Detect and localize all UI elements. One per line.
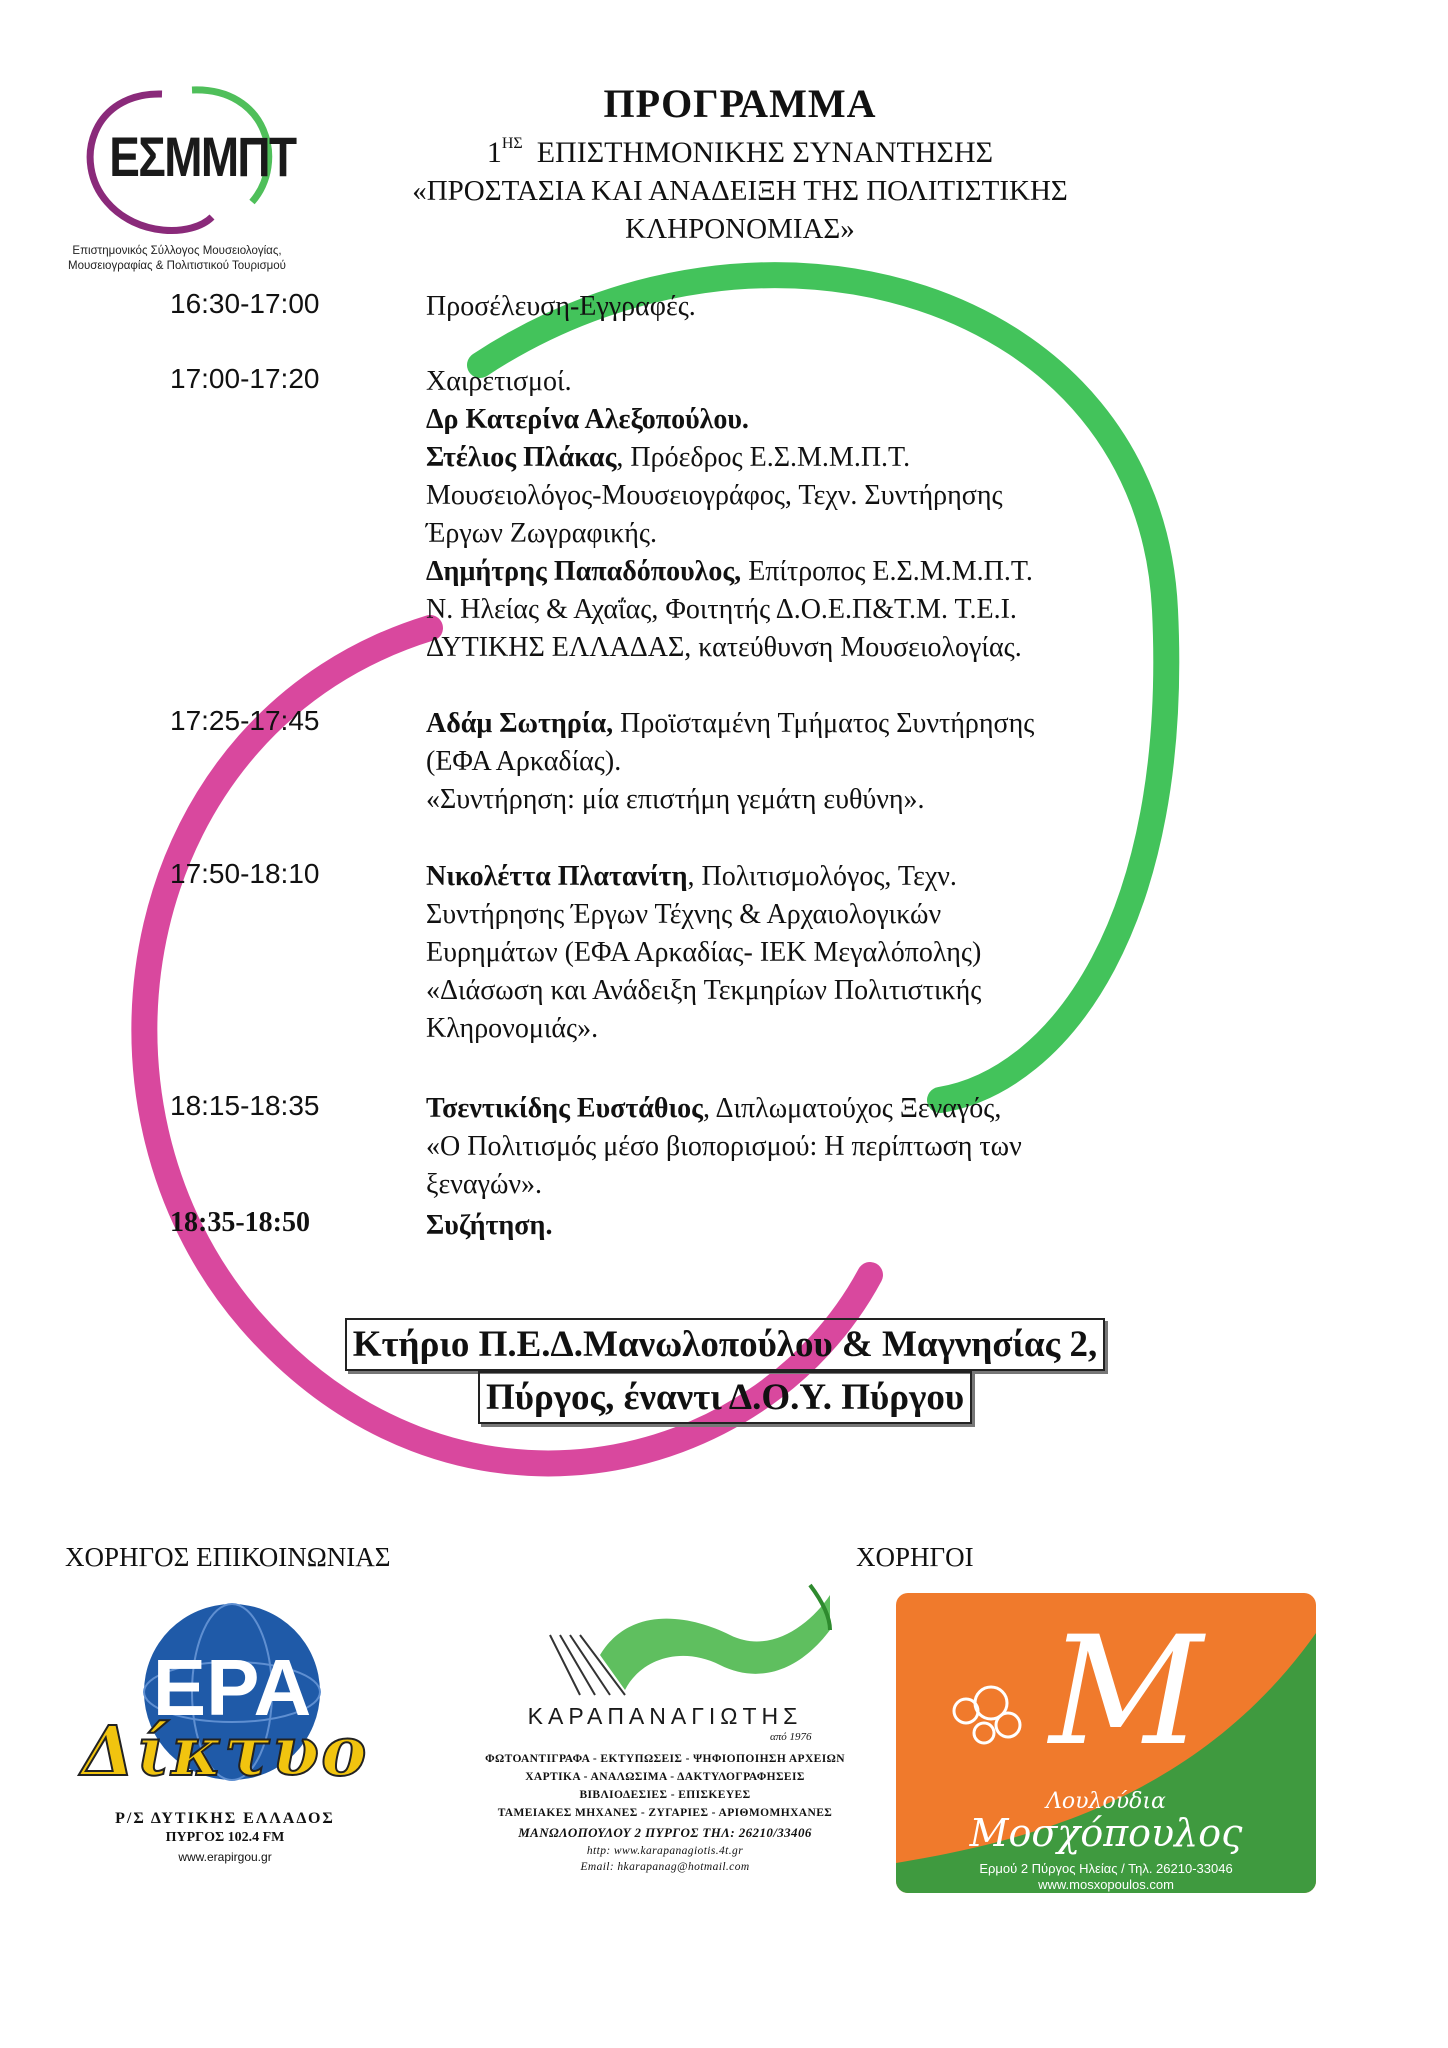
mosxopoulos-logo <box>896 1593 1316 1893</box>
subtitle-text: ΕΠΙΣΤΗΜΟΝΙΚΗΣ ΣΥΝΑΝΤΗΣΗΣ <box>536 136 994 169</box>
schedule-line <box>426 1207 1206 1245</box>
karapanagiotis-services-3: ΒΙΒΛΙΟΔΕΣΙΕΣ - ΕΠΙΣΚΕΥΕΣ <box>579 1789 751 1801</box>
schedule-time: 18:35-18:50 <box>170 1207 310 1238</box>
era-city: ΠΥΡΓΟΣ 102.4 FM <box>165 1830 285 1845</box>
schedule-line-text: «Συντήρηση: μία επιστήμη γεμάτη ευθύνη». <box>426 784 925 815</box>
schedule-line <box>426 363 1206 401</box>
karapanagiotis-services-4: ΤΑΜΕΙΑΚΕΣ ΜΗΧΑΝΕΣ - ΖΥΓΑΡΙΕΣ - ΑΡΙΘΜΟΜΗΧΑΝΕΣ <box>497 1807 833 1819</box>
schedule-line-text: Κληρονομιάς». <box>426 1013 599 1044</box>
schedule-line-text: Ευρημάτων (ΕΦΑ Αρκαδίας- ΙΕΚ Μεγαλόπολης) <box>426 937 982 968</box>
venue-line-1: Κτήριο Π.Ε.Δ.Μανωλοπούλου & Μαγνησίας 2, <box>345 1318 1106 1371</box>
schedule-description <box>426 1090 1206 1204</box>
schedule-line-bold: Νικολέττα Πλατανίτη <box>426 861 688 892</box>
karapanagiotis-name: ΚΑΡΑΠΑΝΑΓΙΩΤΗΣ <box>527 1703 803 1729</box>
theme-line-1: «ΠΡΟΣΤΑΣΙΑ ΚΑΙ ΑΝΑΔΕΙΞΗ ΤΗΣ ΠΟΛΙΤΙΣΤΙΚΗΣ <box>412 175 1068 207</box>
mosxopoulos-flowers-label: Λουλούδια <box>1046 1789 1166 1814</box>
schedule-time: 17:50-18:10 <box>170 858 320 889</box>
schedule-line <box>426 288 1206 326</box>
mosxopoulos-website: www.mosxopoulos.com <box>1038 1877 1174 1892</box>
logo-subtitle <box>52 244 302 274</box>
mosxopoulos-address: Ερμού 2 Πύργος Ηλείας / Τηλ. 26210-33046 <box>979 1861 1233 1876</box>
schedule-line-bold: Τσεντικίδης Ευστάθιος <box>426 1093 703 1124</box>
schedule-description <box>426 288 1206 326</box>
schedule-line <box>426 743 1206 781</box>
schedule-line-text: Προσέλευση-Εγγραφές. <box>426 291 696 322</box>
schedule-line <box>426 591 1206 629</box>
schedule-line-bold: Δρ Κατερίνα Αλεξοπούλου. <box>426 404 749 435</box>
karapanagiotis-website: http: www.karapanagiotis.4t.gr <box>586 1845 744 1857</box>
venue-box <box>210 1318 1240 1424</box>
subtitle-ordinal-suffix: ΗΣ <box>501 135 523 152</box>
schedule-line <box>426 781 1206 819</box>
schedule-line-text: Συντήρησης Έργων Τέχνης & Αρχαιολογικών <box>426 899 942 930</box>
schedule-line <box>426 515 1206 553</box>
schedule-time: 17:25-17:45 <box>170 705 320 736</box>
schedule-line-bold: Δημήτρης Παπαδόπουλος, <box>426 556 742 587</box>
schedule-line-text: «Ο Πολιτισμός μέσο βιοπορισμού: Η περίπτωση των <box>426 1131 1022 1162</box>
schedule-line-text: «Διάσωση και Ανάδειξη Τεκμηρίων Πολιτιστικής <box>426 975 982 1006</box>
schedule-line <box>426 896 1206 934</box>
schedule-line-text: , Πολιτισμολόγος, Τεχν. <box>687 861 957 892</box>
schedule-line <box>426 439 1206 477</box>
schedule-line-text: ΔΥΤΙΚΗΣ ΕΛΛΑΔΑΣ, κατεύθυνση Μουσειολογίας. <box>426 632 1022 663</box>
schedule-line-text: Έργων Ζωγραφικής. <box>426 518 657 549</box>
schedule-line <box>426 401 1206 439</box>
schedule-line-text: (ΕΦΑ Αρκαδίας). <box>426 746 622 777</box>
mosxopoulos-monogram: M <box>1049 1605 1203 1779</box>
era-diktyo-logo <box>60 1600 390 1880</box>
schedule-line-bold: Συζήτηση. <box>426 1210 553 1241</box>
schedule-time: 16:30-17:00 <box>170 288 320 319</box>
page-subtitle <box>330 135 1150 170</box>
schedule-line-text: Χαιρετισμοί. <box>426 366 572 397</box>
schedule-line-text: Μουσειολόγος-Μουσειογράφος, Τεχν. Συντήρησης <box>426 480 1003 511</box>
schedule-line <box>426 972 1206 1010</box>
schedule-line <box>426 629 1206 667</box>
schedule-line <box>426 1128 1206 1166</box>
schedule-line-text: , Πρόεδρος Ε.Σ.Μ.Μ.Π.Τ. <box>616 442 911 473</box>
karapanagiotis-address: ΜΑΝΩΛΟΠΟΥΛΟΥ 2 ΠΥΡΓΟΣ ΤΗΛ: 26210/33406 <box>518 1825 812 1840</box>
schedule-line <box>426 858 1206 896</box>
schedule-description <box>426 705 1206 819</box>
schedule-description <box>426 858 1206 1048</box>
schedule-line <box>426 553 1206 591</box>
karapanagiotis-email: Email: hkarapanag@hotmail.com <box>580 1861 750 1873</box>
schedule-description <box>426 1207 1206 1245</box>
schedule-line-text: Ν. Ηλείας & Αχαΐας, Φοιτητής Δ.Ο.Ε.Π&Τ.Μ. Τ.Ε.Ι. <box>426 594 1017 625</box>
karapanagiotis-services-1: ΦΩΤΟΑΝΤΙΓΡΑΦΑ - ΕΚΤΥΠΩΣΕΙΣ - ΨΗΦΙΟΠΟΙΗΣΗ ΑΡΧΕΙΩΝ <box>485 1753 845 1765</box>
schedule-line-text: ξεναγών». <box>426 1169 543 1200</box>
schedule-line-text: Προϊσταμένη Τμήματος Συντήρησης <box>613 708 1035 739</box>
schedule-line <box>426 477 1206 515</box>
logo-subtitle-line2: Μουσειογραφίας & Πολιτιστικού Τουρισμού <box>68 260 286 272</box>
mosxopoulos-brand: Μοσχόπουλος <box>969 1811 1243 1855</box>
esmmpt-logo <box>52 72 302 287</box>
venue-line-2: Πύργος, έναντι Δ.Ο.Υ. Πύργου <box>478 1371 972 1424</box>
schedule-line <box>426 1166 1206 1204</box>
page-title: ΠΡΟΓΡΑΜΜΑ <box>603 81 877 126</box>
schedule-time: 18:15-18:35 <box>170 1090 320 1121</box>
karapanagiotis-logo <box>430 1575 900 1885</box>
schedule-line-text: Επίτροπος Ε.Σ.Μ.Μ.Π.Τ. <box>741 556 1033 587</box>
era-top-text: ΕΡΑ <box>152 1643 312 1732</box>
era-region: Ρ/Σ ΔΥΤΙΚΗΣ ΕΛΛΑΔΟΣ <box>115 1810 335 1827</box>
schedule-description <box>426 363 1206 667</box>
karapanagiotis-services-2: ΧΑΡΤΙΚΑ - ΑΝΑΛΩΣΙΜΑ - ΔΑΚΤΥΛΟΓΡΑΦΗΣΕΙΣ <box>525 1771 805 1783</box>
logo-subtitle-line1: Επιστημονικός Σύλλογος Μουσειολογίας, <box>72 245 282 257</box>
sponsors-label: ΧΟΡΗΓΟΙ <box>856 1542 974 1572</box>
logo-abbreviation: ΕΣΜΜΠΤ <box>109 125 296 188</box>
subtitle-ordinal: 1 <box>486 136 502 169</box>
communication-sponsor-label: ΧΟΡΗΓΟΣ ΕΠΙΚΟΙΝΩΝΙΑΣ <box>65 1542 391 1572</box>
era-name: Δίκτυο <box>81 1712 369 1792</box>
schedule-line-bold: Στέλιος Πλάκας <box>426 442 617 473</box>
schedule-line <box>426 705 1206 743</box>
green-ribbon-icon <box>430 1575 900 1700</box>
schedule-line <box>426 1010 1206 1048</box>
schedule-line-bold: Αδάμ Σωτηρία, <box>426 708 614 739</box>
theme-line-2: ΚΛΗΡΟΝΟΜΙΑΣ» <box>625 213 855 245</box>
schedule-line-text: , Διπλωματούχος Ξεναγός, <box>702 1093 1002 1124</box>
karapanagiotis-since: από 1976 <box>770 1731 812 1743</box>
schedule-line <box>426 1090 1206 1128</box>
schedule-line <box>426 934 1206 972</box>
schedule-time: 17:00-17:20 <box>170 363 320 394</box>
era-website: www.erapirgou.gr <box>178 1850 272 1864</box>
